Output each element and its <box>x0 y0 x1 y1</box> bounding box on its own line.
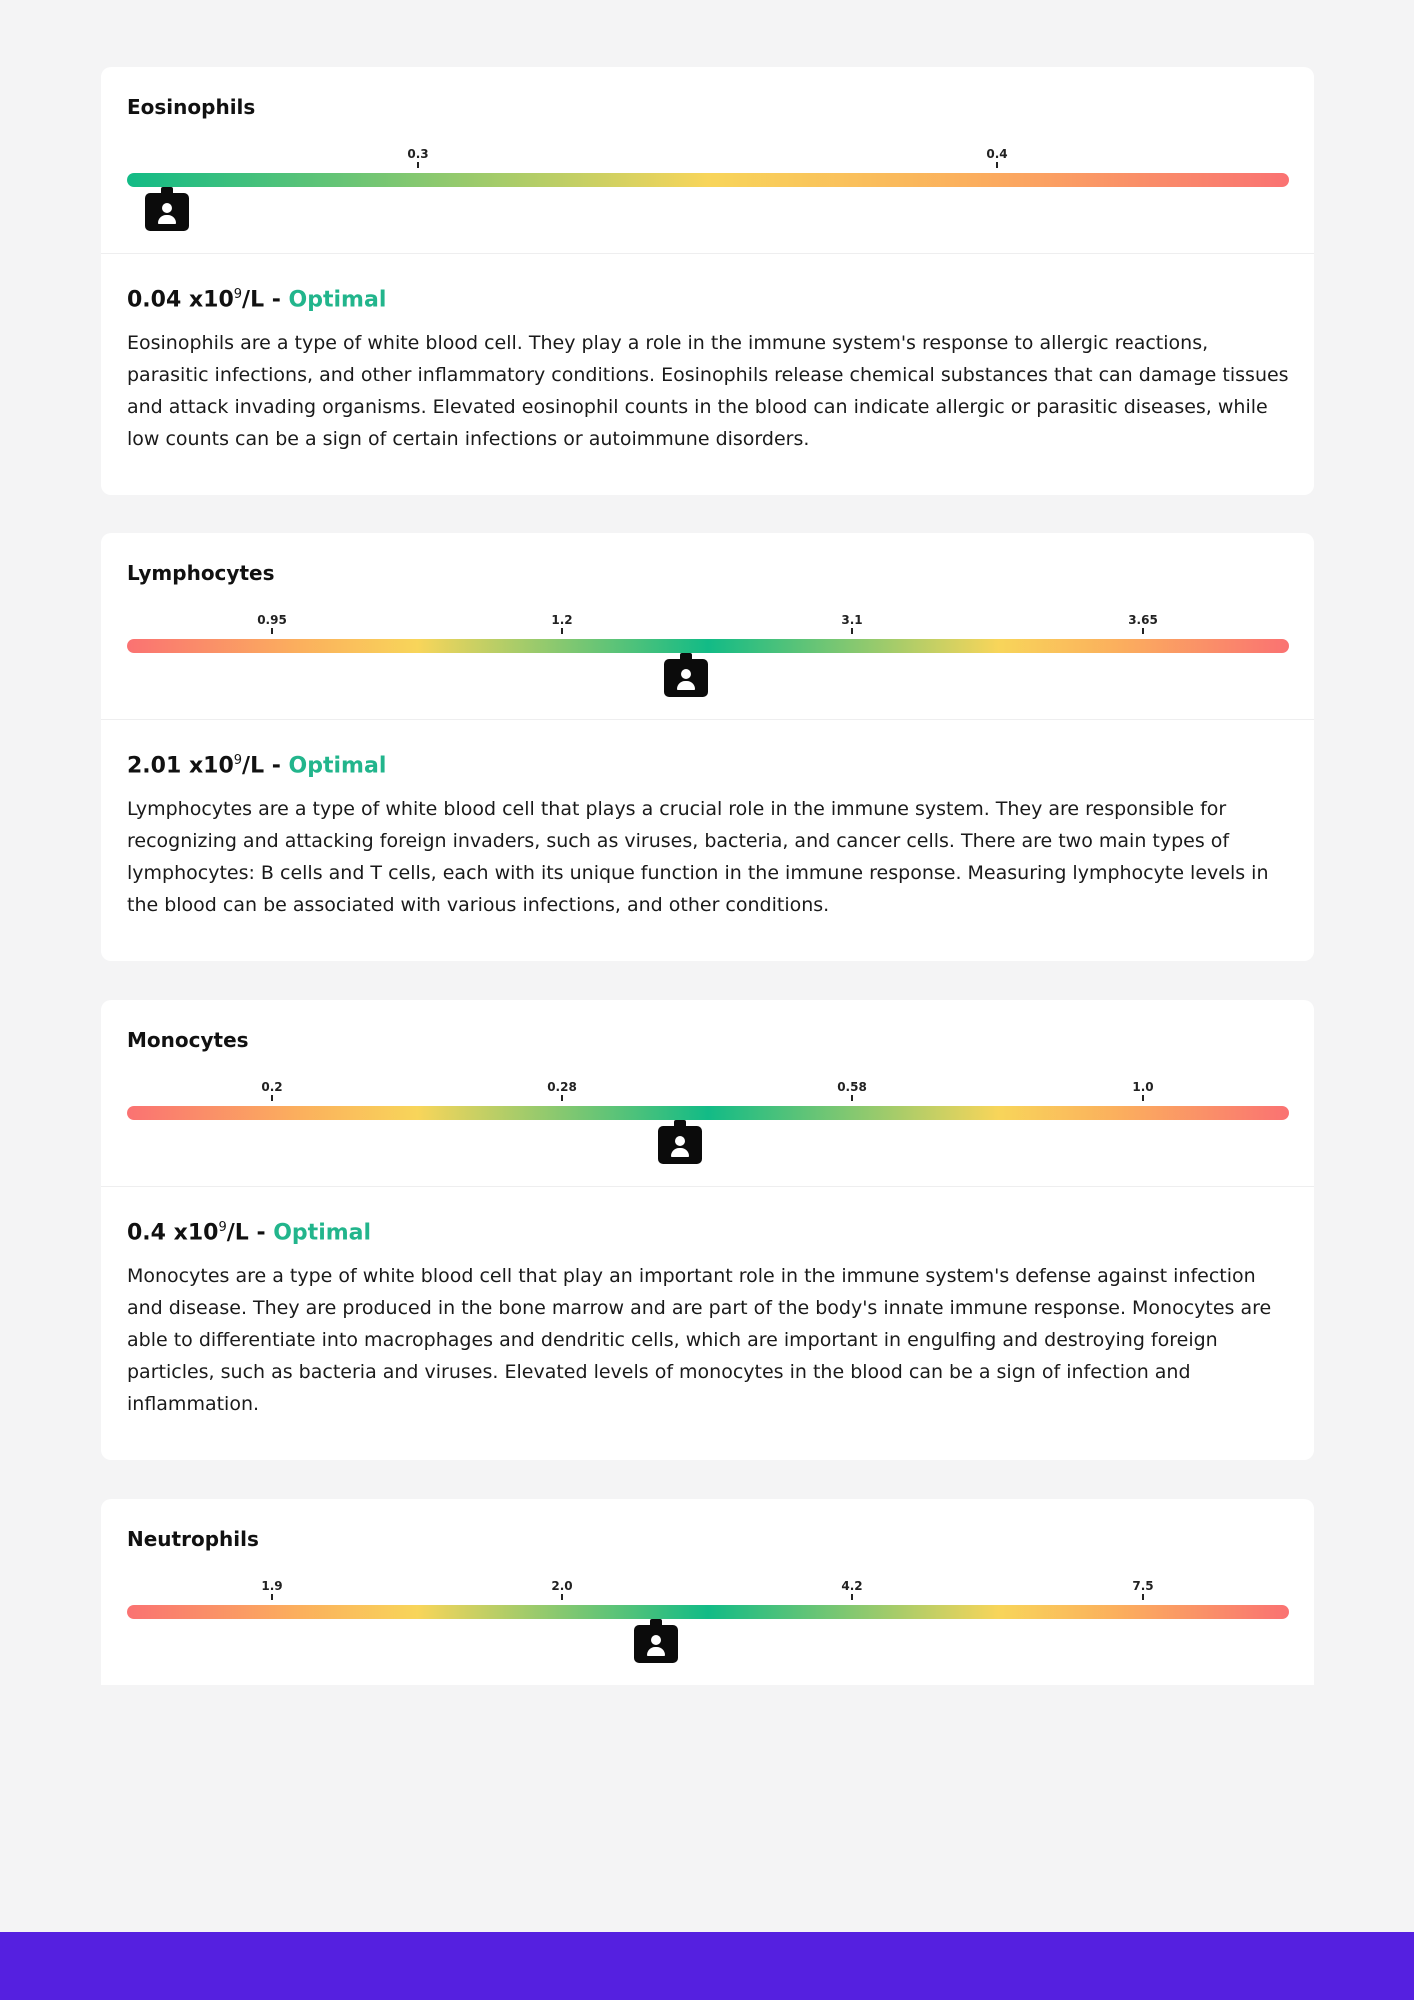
user-head <box>675 1136 685 1146</box>
value-number: 0.04 x10 <box>127 287 234 313</box>
footer-band <box>0 1932 1414 2000</box>
tick <box>812 1080 892 1101</box>
marker-card <box>101 1499 1314 1685</box>
tick-label: 0.58 <box>837 1080 867 1094</box>
user-head <box>162 203 172 213</box>
value-number: 2.01 x10 <box>127 753 234 779</box>
tick-mark <box>271 628 273 634</box>
range-section <box>101 1000 1314 1187</box>
range-section <box>101 67 1314 254</box>
tick-label: 3.1 <box>841 613 863 627</box>
tick-mark <box>561 628 563 634</box>
range-bar <box>127 1605 1289 1619</box>
tick <box>957 147 1037 168</box>
range-section <box>101 1499 1314 1685</box>
tick-label: 7.5 <box>1132 1579 1154 1593</box>
user-body <box>671 1148 689 1157</box>
tick <box>522 613 602 634</box>
value-number: 0.4 x10 <box>127 1220 219 1246</box>
status-label: Optimal <box>288 753 387 779</box>
tick-label: 1.0 <box>1132 1080 1154 1094</box>
tick-label: 0.95 <box>257 613 287 627</box>
value-unit: /L <box>242 287 265 313</box>
value-exponent: 9 <box>233 287 243 302</box>
tick-mark <box>561 1594 563 1600</box>
value-unit: /L <box>242 753 265 779</box>
result-section <box>101 720 1314 961</box>
marker-title: Neutrophils <box>127 1527 259 1551</box>
tick-mark <box>561 1095 563 1101</box>
tick <box>1103 613 1183 634</box>
result-section <box>101 254 1314 495</box>
tick <box>812 1579 892 1600</box>
range-section <box>101 533 1314 720</box>
tick-label: 3.65 <box>1128 613 1158 627</box>
value-unit: /L <box>226 1220 249 1246</box>
tick <box>522 1080 602 1101</box>
value-separator: - <box>264 753 289 779</box>
status-label: Optimal <box>288 287 387 313</box>
tick-mark <box>1142 1095 1144 1101</box>
range-bar <box>127 173 1289 187</box>
user-body <box>647 1647 665 1656</box>
marker-title: Monocytes <box>127 1028 249 1052</box>
user-head <box>651 1635 661 1645</box>
tick-label: 1.9 <box>261 1579 283 1593</box>
result-value <box>127 280 1288 315</box>
tick-label: 0.4 <box>986 147 1008 161</box>
tick-mark <box>851 628 853 634</box>
user-badge-icon <box>658 1126 702 1164</box>
value-exponent: 9 <box>233 753 243 768</box>
tick <box>378 147 458 168</box>
tick-label: 1.2 <box>551 613 573 627</box>
tick-label: 0.28 <box>547 1080 577 1094</box>
user-badge-icon <box>634 1625 678 1663</box>
user-head <box>681 669 691 679</box>
tick-label: 4.2 <box>841 1579 863 1593</box>
tick-mark <box>417 162 419 168</box>
user-body <box>677 681 695 690</box>
user-body <box>158 215 176 224</box>
range-bar <box>127 639 1289 653</box>
tick-label: 0.3 <box>407 147 429 161</box>
tick-mark <box>271 1095 273 1101</box>
tick <box>1103 1579 1183 1600</box>
tick-label: 0.2 <box>261 1080 283 1094</box>
marker-title: Eosinophils <box>127 95 256 119</box>
value-exponent: 9 <box>218 1220 227 1235</box>
tick <box>232 1579 312 1600</box>
tick-mark <box>1142 628 1144 634</box>
range-bar <box>127 1106 1289 1120</box>
value-separator: - <box>264 287 289 313</box>
tick <box>812 613 892 634</box>
tick <box>232 1080 312 1101</box>
user-badge-icon <box>664 659 708 697</box>
marker-card <box>101 67 1314 495</box>
marker-card <box>101 1000 1314 1460</box>
marker-description: Eosinophils are a type of white blood cell. They play a role in the immune system's response to allergic reactions, parasitic infections, and other inflammatory conditions. Eosinophils release chemical substances that can damage tissues and attack invading organisms. Elevated eosinophil counts in the blood can indicate allergic or parasitic diseases, while low counts can be a sign of certain infections or autoimmune disorders. <box>127 332 1289 451</box>
tick-mark <box>851 1594 853 1600</box>
marker-description: Monocytes are a type of white blood cell that play an important role in the immune system's defense against infection and disease. They are produced in the bone marrow and are part of the body's innate immune response. Monocytes are able to differentiate into macrophages and dendritic cells, which are important in engulfing and destroying foreign particles, such as bacteria and viruses. Elevated levels of monocytes in the blood can be a sign of infection and inflammation. <box>127 1265 1272 1416</box>
marker-description: Lymphocytes are a type of white blood cell that plays a crucial role in the immune system. They are responsible for recognizing and attacking foreign invaders, such as viruses, bacteria, and cancer cells. There are two main types of lymphocytes: B cells and T cells, each with its unique function in the immune response. Measuring lymphocyte levels in the blood can be associated with various infections, and other conditions. <box>127 798 1269 917</box>
tick-label: 2.0 <box>551 1579 573 1593</box>
status-label: Optimal <box>273 1220 372 1246</box>
tick <box>522 1579 602 1600</box>
result-value <box>127 1213 1288 1248</box>
tick-mark <box>1142 1594 1144 1600</box>
user-badge-icon <box>145 193 189 231</box>
tick-mark <box>271 1594 273 1600</box>
value-separator: - <box>248 1220 274 1246</box>
tick <box>1103 1080 1183 1101</box>
tick-mark <box>996 162 998 168</box>
tick <box>232 613 312 634</box>
tick-mark <box>851 1095 853 1101</box>
result-value <box>127 746 1288 781</box>
marker-card <box>101 533 1314 961</box>
result-section <box>101 1187 1314 1460</box>
marker-title: Lymphocytes <box>127 561 275 585</box>
